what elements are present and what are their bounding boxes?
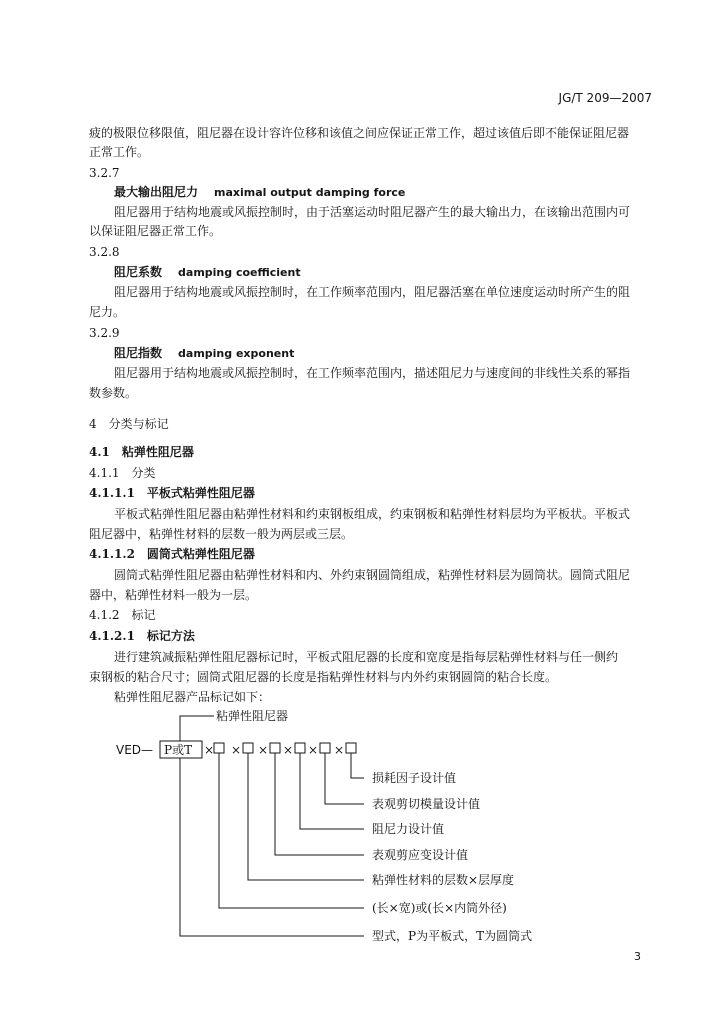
times-sign: × <box>258 743 269 757</box>
diagram-label-loss-factor: 损耗因子设计值 <box>372 771 457 785</box>
leader-line-damping-force <box>300 753 364 829</box>
section-heading-4-1: 4.1 粘弹性阻尼器 <box>89 445 194 459</box>
diagram-label-layers: 粘弹性材料的层数×层厚度 <box>372 873 515 887</box>
section-heading-4: 4 分类与标记 <box>89 417 169 431</box>
term-en: damping exponent <box>178 347 295 360</box>
placeholder-box <box>295 743 305 753</box>
diagram-label-size: (长×宽)或(长×内筒外径) <box>372 901 507 915</box>
paragraph-line: 正常工作。 <box>89 145 150 159</box>
paragraph-line: 进行建筑减振粘弹性阻尼器标记时，平板式阻尼器的长度和宽度是指每层粘弹性材料与任一侧约 <box>114 650 619 664</box>
leader-line-form <box>180 758 364 936</box>
section-heading-4-1-2-1: 4.1.2.1 标记方法 <box>89 629 195 643</box>
placeholder-box <box>270 743 280 753</box>
paragraph-line: 束钢板的粘合尺寸；圆筒式阻尼器的长度是指粘弹性材料与内外约束钢圆筒的粘合长度。 <box>89 670 558 684</box>
clause-number-3-2-9: 3.2.9 <box>89 326 120 340</box>
paragraph-line: 阻尼器中，粘弹性材料的层数一般为两层或三层。 <box>89 527 354 541</box>
diagram-label-shear-modulus: 表观剪切模量设计值 <box>372 797 481 811</box>
paragraph-line: 尼力。 <box>89 305 126 319</box>
section-heading-4-1-1-2: 4.1.1.2 圆筒式粘弹性阻尼器 <box>89 547 255 561</box>
placeholder-box <box>243 743 253 753</box>
paragraph-line: 圆筒式粘弹性阻尼器由粘弹性材料和内、外约束钢圆筒组成，粘弹性材料层为圆筒状。圆筒式阻尼 <box>114 568 631 582</box>
times-sign: × <box>308 743 319 757</box>
placeholder-box <box>346 743 356 753</box>
term-en: damping coefficient <box>178 266 301 279</box>
diagram-label-form: 型式，P为平板式，T为圆筒式 <box>372 929 533 943</box>
section-heading-4-1-2: 4.1.2 标记 <box>89 608 156 622</box>
section-heading-4-1-1: 4.1.1 分类 <box>89 466 156 480</box>
paragraph-line: 阻尼器用于结构地震或风振控制时，由于活塞运动时阻尼器产生的最大输出力，在该输出范围内可 <box>114 205 631 219</box>
diagram-label-shear-strain: 表观剪应变设计值 <box>372 848 469 862</box>
type-box-label: P或T <box>164 743 193 757</box>
paragraph-line: 阻尼器用于结构地震或风振控制时，在工作频率范围内，阻尼器活塞在单位速度运动时所产生的阻 <box>114 285 631 299</box>
times-sign: × <box>283 743 294 757</box>
page-number: 3 <box>634 950 641 963</box>
times-sign: × <box>231 743 242 757</box>
paragraph-line: 粘弹性阻尼器产品标记如下： <box>114 690 271 704</box>
clause-number-3-2-8: 3.2.8 <box>89 245 120 259</box>
leader-line-loss-factor <box>351 753 364 778</box>
placeholder-box <box>214 743 224 753</box>
term-cn: 阻尼指数 <box>114 346 163 360</box>
diagram-top-label: 粘弹性阻尼器 <box>216 709 289 723</box>
diagram-label-damping-force: 阻尼力设计值 <box>372 822 445 836</box>
term-cn: 阻尼系数 <box>114 265 163 279</box>
leader-line-size <box>219 753 364 908</box>
times-sign: × <box>334 743 345 757</box>
leader-line-type-name <box>180 716 214 741</box>
paragraph-line: 器中，粘弹性材料一般为一层。 <box>89 588 258 602</box>
term-en: maximal output damping force <box>214 186 406 199</box>
leader-line-layers <box>248 753 364 880</box>
paragraph-line: 疲的极限位移限值，阻尼器在设计容许位移和该值之间应保证正常工作，超过该值后即不能保证阻尼器 <box>89 126 630 140</box>
placeholder-box <box>320 743 330 753</box>
paragraph-line: 以保证阻尼器正常工作。 <box>89 224 222 238</box>
paragraph-line: 数参数。 <box>89 386 138 400</box>
term-cn: 最大输出阻尼力 <box>114 185 199 199</box>
times-sign: × <box>204 743 215 757</box>
section-heading-4-1-1-1: 4.1.1.1 平板式粘弹性阻尼器 <box>89 486 255 500</box>
standard-number: JG/T 209—2007 <box>558 91 652 105</box>
paragraph-line: 平板式粘弹性阻尼器由粘弹性材料和约束钢板组成，约束钢板和粘弹性材料层均为平板状。平板式 <box>114 507 631 521</box>
diagram-prefix: VED— <box>116 743 154 757</box>
paragraph-line: 阻尼器用于结构地震或风振控制时，在工作频率范围内，描述阻尼力与速度间的非线性关系的幂指 <box>114 366 631 380</box>
clause-number-3-2-7: 3.2.7 <box>89 166 120 180</box>
